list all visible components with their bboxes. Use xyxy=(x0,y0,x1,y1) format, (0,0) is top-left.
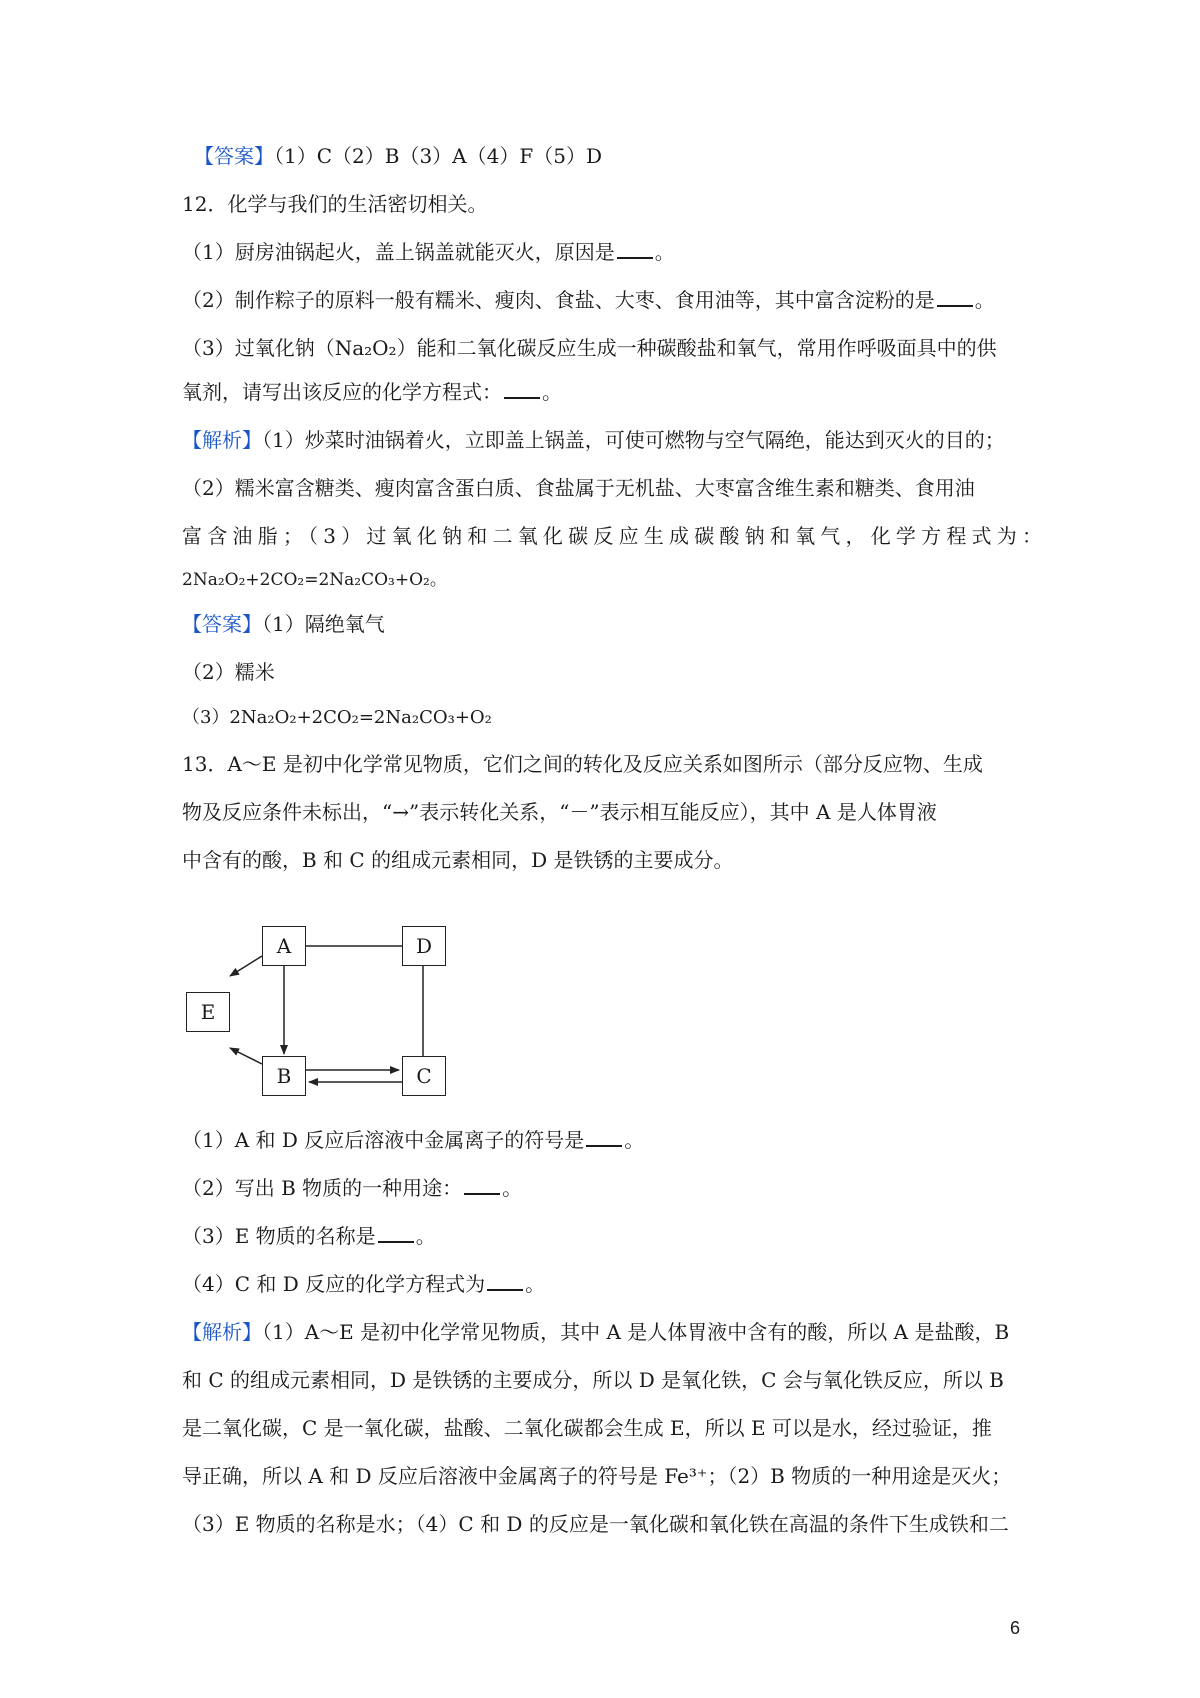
prev-answer-text: （1）C（2）B（3）A（4）F（5）D xyxy=(274,144,602,168)
q12-part2-text: （2）制作粽子的原料一般有糯米、瘦肉、食盐、大枣、食用油等，其中富含淀粉的是 xyxy=(182,288,935,312)
q12-analysis-text1: （1）炒菜时油锅着火，立即盖上锅盖，可使可燃物与空气隔绝，能达到灭火的目的； xyxy=(262,428,1005,452)
q13-sub2-end: 。 xyxy=(502,1176,523,1200)
q13-sub1 xyxy=(182,1126,1042,1154)
q13-sub4-text: （4）C 和 D 反应的化学方程式为 xyxy=(182,1272,486,1296)
q13-sub1-text: （1）A 和 D 反应后溶液中金属离子的符号是 xyxy=(182,1128,585,1152)
relation-diagram xyxy=(182,916,462,1106)
answer-blank[interactable] xyxy=(487,1271,523,1291)
q13-sub1-end: 。 xyxy=(624,1128,645,1152)
q12-part1-text: （1）厨房油锅起火，盖上锅盖就能灭火，原因是 xyxy=(182,240,615,264)
q13-analysis-line4: 导正确，所以 A 和 D 反应后溶液中金属离子的符号是 Fe³⁺；（2）B 物质的一种用途是灭火； xyxy=(182,1464,1012,1488)
q12-part2-end: 。 xyxy=(974,288,995,312)
q12-part1 xyxy=(182,238,1042,266)
q13-sub4 xyxy=(182,1270,1042,1298)
q13-analysis-line2: 和 C 的组成元素相同，D 是铁锈的主要成分，所以 D 是氧化铁，C 会与氧化铁反应，所以 B xyxy=(182,1368,1004,1392)
q13-line2: 物及反应条件未标出，“→”表示转化关系，“－”表示相互能反应），其中 A 是人体胃液 xyxy=(182,800,937,824)
q13-sub2-text: （2）写出 B 物质的一种用途： xyxy=(182,1176,463,1200)
node-c: C xyxy=(402,1056,446,1096)
edge-b-e xyxy=(230,1048,262,1064)
q13-sub4-end: 。 xyxy=(525,1272,546,1296)
answer-blank[interactable] xyxy=(617,239,653,259)
edge-a-e xyxy=(230,956,262,976)
q12-analysis-line1 xyxy=(182,426,1042,454)
q12-answer-line1 xyxy=(182,610,1042,638)
analysis-tag: 【解析】 xyxy=(182,1320,262,1344)
q12-title: 12．化学与我们的生活密切相关。 xyxy=(182,192,488,216)
node-d: D xyxy=(402,926,446,966)
answer-tag: 【答案】 xyxy=(182,612,262,636)
node-b: B xyxy=(262,1056,306,1096)
q13-sub3-text: （3）E 物质的名称是 xyxy=(182,1224,376,1248)
answer-blank[interactable] xyxy=(464,1175,500,1195)
q13-analysis-line5: （3）E 物质的名称是水；（4）C 和 D 的反应是一氧化碳和氧化铁在高温的条件下生成铁和二 xyxy=(182,1512,1009,1536)
answer-tag: 【答案】 xyxy=(194,144,274,168)
node-e: E xyxy=(186,992,230,1032)
q12-answer3: （3）2Na₂O₂+2CO₂=2Na₂CO₃+O₂ xyxy=(182,707,492,728)
answer-blank[interactable] xyxy=(504,379,540,399)
page-number: 6 xyxy=(1010,1618,1021,1638)
q13-sub3-end: 。 xyxy=(415,1224,436,1248)
q13-line3: 中含有的酸，B 和 C 的组成元素相同，D 是铁锈的主要成分。 xyxy=(182,848,734,872)
answer-blank[interactable] xyxy=(586,1127,622,1147)
q12-part3-line1: （3）过氧化钠（Na₂O₂）能和二氧化碳反应生成一种碳酸盐和氧气，常用作呼吸面具中的供 xyxy=(182,336,997,360)
q13-line1: 13．A～E 是初中化学常见物质，它们之间的转化及反应关系如图所示（部分反应物、生成 xyxy=(182,752,983,776)
q13-analysis-line3: 是二氧化碳，C 是一氧化碳，盐酸、二氧化碳都会生成 E，所以 E 可以是水，经过验证，推 xyxy=(182,1416,992,1440)
answer-blank[interactable] xyxy=(937,287,973,307)
q12-part2 xyxy=(182,286,1042,314)
q13-sub2 xyxy=(182,1174,1042,1202)
prev-answer-line xyxy=(194,142,1054,170)
q13-analysis-text1: （1）A～E 是初中化学常见物质，其中 A 是人体胃液中含有的酸，所以 A 是盐酸，B xyxy=(262,1320,1010,1344)
q13-sub3 xyxy=(182,1222,1042,1250)
q12-part3-line2 xyxy=(182,378,1042,406)
q12-part3-end: 。 xyxy=(542,380,562,404)
q12-answer1: （1）隔绝氧气 xyxy=(262,612,385,636)
q12-analysis-line2: （2）糯米富含糖类、瘦肉富含蛋白质、食盐属于无机盐、大枣富含维生素和糖类、食用油 xyxy=(182,476,975,500)
answer-blank[interactable] xyxy=(378,1223,414,1243)
q12-part3-text: 氧剂，请写出该反应的化学方程式： xyxy=(182,380,502,404)
node-a: A xyxy=(262,926,306,966)
q12-equation: 2Na₂O₂+2CO₂=2Na₂CO₃+O₂。 xyxy=(182,570,447,590)
q12-answer2: （2）糯米 xyxy=(182,660,275,684)
analysis-tag: 【解析】 xyxy=(182,428,262,452)
q12-analysis-line3: 富含油脂；（3）过氧化钠和二氧化碳反应生成碳酸钠和氧气，化学方程式为： xyxy=(182,524,1042,548)
q12-part1-end: 。 xyxy=(654,240,675,264)
q13-analysis-line1 xyxy=(182,1318,1042,1346)
